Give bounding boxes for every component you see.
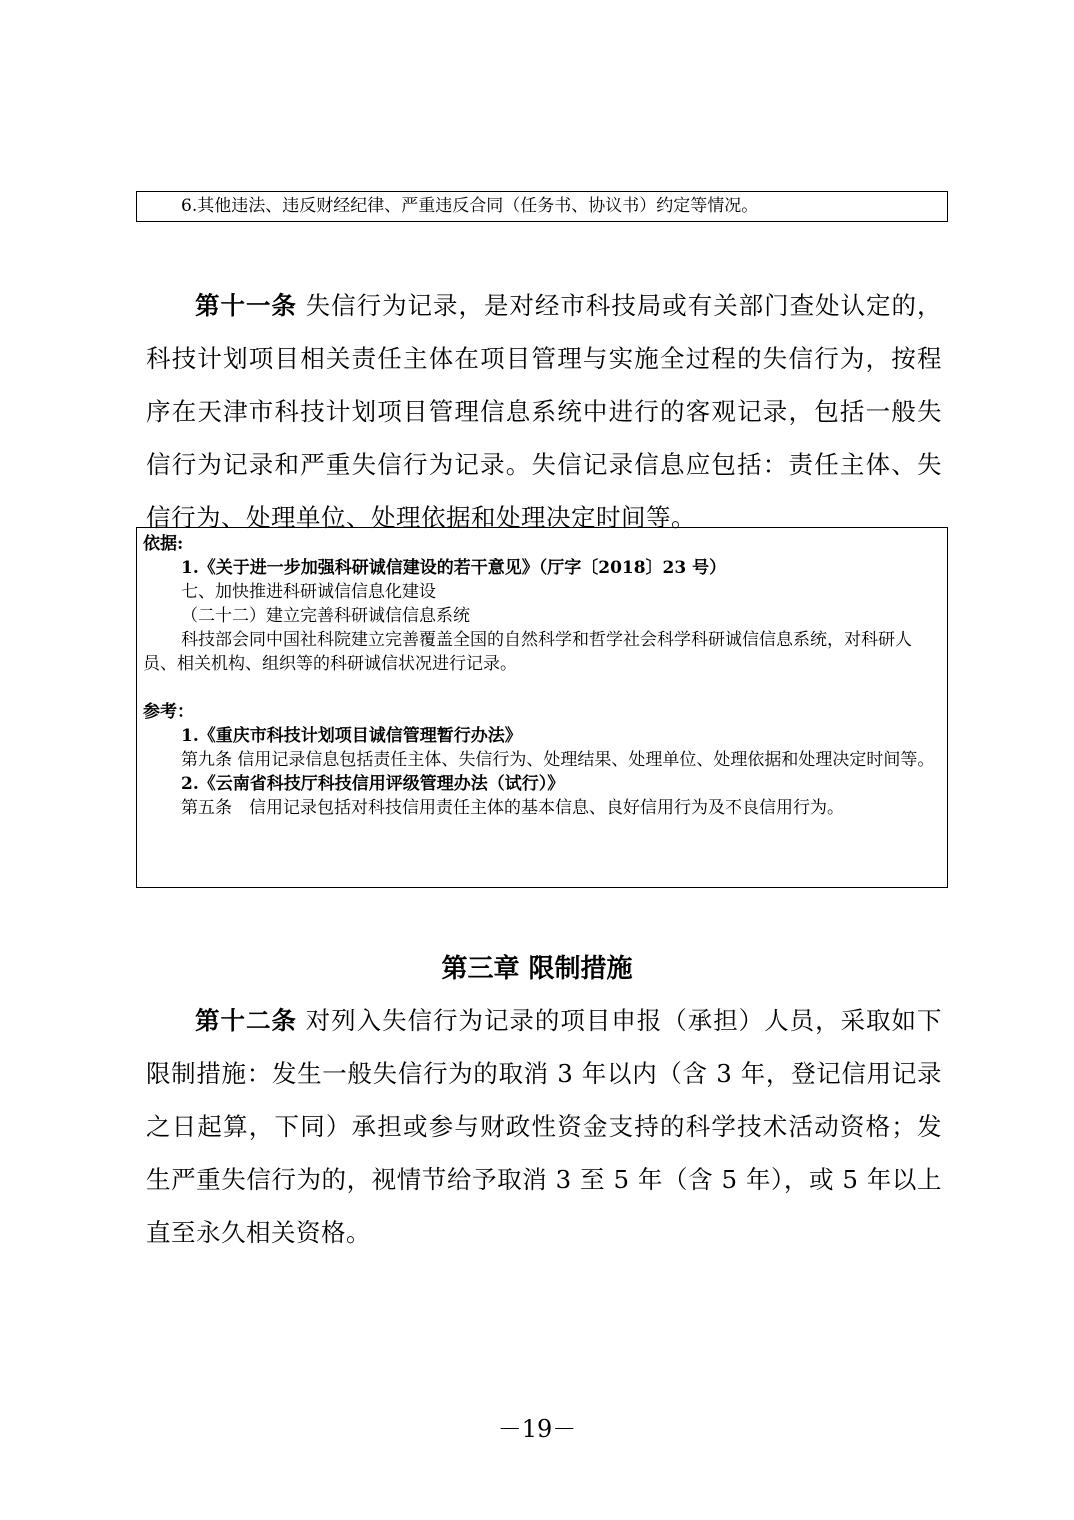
basis-document-title: 1.《关于进一步加强科研诚信建设的若干意见》（厅字〔2018〕23 号） (181, 558, 727, 578)
basis-item: （二十二）建立完善科研诚信信息系统 (181, 606, 470, 626)
spacer (143, 676, 941, 700)
chapter-title: 第三章 限制措施 (441, 954, 633, 984)
article-11 (146, 279, 942, 544)
page-number: －19－ (497, 1415, 577, 1443)
basis-text: 科技部会同中国社科院建立完善覆盖全国的自然科学和哲学社会科学科研诚信信息系统，对科研人员、相关机构、组织等的科研诚信状况进行记录。 (143, 630, 912, 674)
article-12 (146, 994, 942, 1259)
violation-item-text: 6.其他违法、违反财经纪律、严重违反合同（任务书、协议书）约定等情况。 (181, 196, 759, 216)
reference-2-text: 第五条 信用记录包括对科技信用责任主体的基本信息、良好信用行为及不良信用行为。 (181, 798, 844, 818)
basis-heading: 依据: (143, 534, 184, 554)
reference-1-text: 第九条 信用记录信息包括责任主体、失信行为、处理结果、处理单位、处理依据和处理决定时间等。 (181, 750, 935, 770)
reference-heading: 参考： (143, 702, 194, 722)
article-11-text: 失信行为记录，是对经市科技局或有关部门查处认定的，科技计划项目相关责任主体在项目管理与实施全过程的失信行为，按程序在天津市科技计划项目管理信息系统中进行的客观记录，包括一般失信行为记录和严重失信行为记录。失信记录信息应包括：责任主体、失信行为、处理单位、处理依据和处理决定时间等。 (146, 291, 942, 532)
basis-section: 七、加快推进科研诚信信息化建设 (181, 582, 436, 602)
reference-1-title: 1.《重庆市科技计划项目诚信管理暂行办法》 (181, 726, 522, 746)
article-11-number: 第十一条 (195, 291, 297, 320)
article-12-text: 对列入失信行为记录的项目申报（承担）人员，采取如下限制措施：发生一般失信行为的取消 3 年以内（含 3 年，登记信用记录之日起算，下同）承担或参与财政性资金支持的科学技术活动资格；发生严重失信行为的，视情节给予取消 3 至 5 年（含 5 年），或 5 年以上直至永久相关资格。 (146, 1006, 942, 1247)
reference-box (136, 527, 948, 888)
violation-item-box (136, 191, 948, 222)
reference-2-title: 2.《云南省科技厅科技信用评级管理办法（试行）》 (181, 774, 565, 794)
article-12-number: 第十二条 (195, 1006, 297, 1035)
